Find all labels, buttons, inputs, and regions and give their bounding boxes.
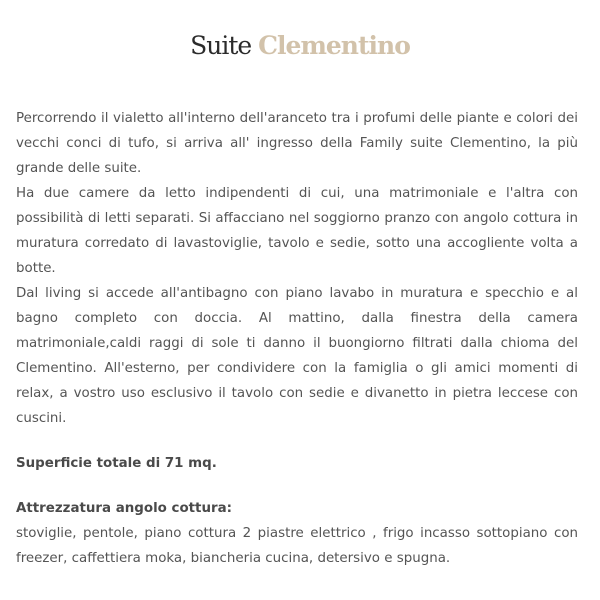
surface-text: Superficie totale di 71 mq.: [16, 456, 217, 471]
paragraph-rooms: Ha due camere da letto indipendenti di cui, una matrimoniale e l'altra con possibilità di letti separati. Si affacciano nel soggiorno pranzo con angolo cottura in muratura corredato di lavastoviglie, tavolo e sedie, sotto una accogliente volta a botte.: [16, 186, 578, 276]
page-title: [0, 30, 600, 62]
spacer: [16, 431, 578, 451]
equipment-text: stoviglie, pentole, piano cottura 2 piastre elettrico , frigo incasso sottopiano con freezer, caffettiera moka, biancheria cucina, detersivo e spugna.: [16, 526, 578, 566]
title-suite: Suite: [190, 31, 252, 60]
description-body: [16, 106, 578, 571]
paragraph-living: Dal living si accede all'antibagno con piano lavabo in muratura e specchio e al bagno completo con doccia. Al mattino, dalla finestra della camera matrimoniale,caldi raggi di sole ti danno il buongiorno filtrati dalla chioma del Clementino. All'esterno, per condividere con la famiglia o gli amici momenti di relax, a vostro uso esclusivo il tavolo con sedie e divanetto in pietra leccese con cuscini.: [16, 286, 578, 426]
paragraph-intro: Percorrendo il vialetto all'interno dell'aranceto tra i profumi delle piante e colori dei vecchi conci di tufo, si arriva all' ingresso della Family suite Clementino, la più grande delle suite.: [16, 111, 578, 176]
title-clementino: Clementino: [258, 31, 410, 60]
spacer: [16, 476, 578, 496]
equipment-heading: Attrezzatura angolo cottura:: [16, 501, 232, 516]
